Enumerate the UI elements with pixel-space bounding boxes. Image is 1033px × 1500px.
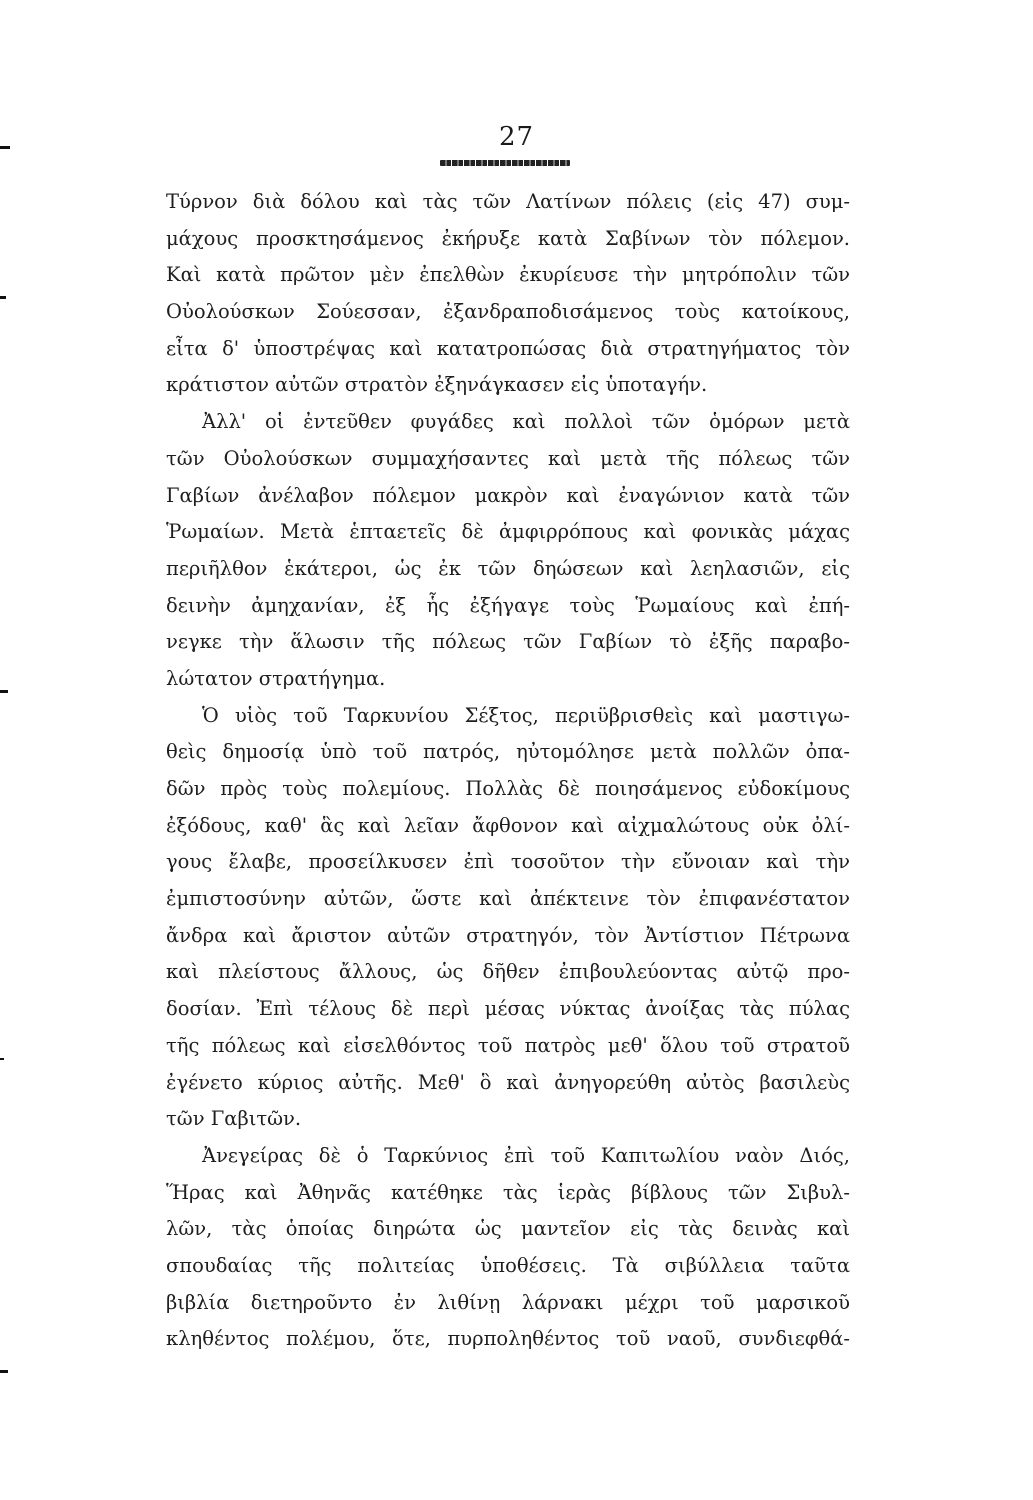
scan-edge-mark xyxy=(0,296,6,299)
text-line: λώτατον στρατήγημα. xyxy=(166,666,386,690)
text-line: τῶν Γαβιτῶν. xyxy=(166,1107,302,1131)
text-line: λῶν, τὰς ὁποίας διηρώτα ὡς μαντεῖον εἰς τὰς δεινὰς καὶ xyxy=(166,1217,850,1241)
text-line: περιῆλθον ἑκάτεροι, ὡς ἐκ τῶν δηώσεων καὶ λεηλασιῶν, εἰς xyxy=(166,556,850,580)
text-line: δῶν πρὸς τοὺς πολεμίους. Πολλὰς δὲ ποιησάμενος εὐδοκίμους xyxy=(166,777,850,800)
text-line: Γαβίων ἀνέλαβον πόλεμον μακρὸν καὶ ἐναγώνιον κατὰ τῶν xyxy=(166,483,850,507)
text-line: καὶ πλείστους ἄλλους, ὡς δῆθεν ἐπιβουλεύοντας αὐτῷ προ- xyxy=(166,960,850,984)
text-line: Τύρνον διὰ δόλου καὶ τὰς τῶν Λατίνων πόλεις (εἰς 47) συμ- xyxy=(166,190,850,213)
text-line: Ἥρας καὶ Ἀθηνᾶς κατέθηκε τὰς ἱερὰς βίβλους τῶν Σιβυλ- xyxy=(166,1180,850,1204)
scan-edge-mark xyxy=(0,1370,8,1373)
body-text xyxy=(166,184,850,1358)
text-line: Ἀνεγείρας δὲ ὁ Ταρκύνιος ἐπὶ τοῦ Καπιτωλίου ναὸν Διός, xyxy=(202,1143,850,1167)
text-line: τῶν Οὐολούσκων συμμαχήσαντες καὶ μετὰ τῆς πόλεως τῶν xyxy=(166,446,850,470)
text-line: ἐμπιστοσύνην αὐτῶν, ὥστε καὶ ἀπέκτεινε τὸν ἐπιφανέστατον xyxy=(166,887,850,911)
text-line: δοσίαν. Ἐπὶ τέλους δὲ περὶ μέσας νύκτας ἀνοίξας τὰς πύλας xyxy=(166,997,850,1021)
text-line: νεγκε τὴν ἅλωσιν τῆς πόλεως τῶν Γαβίων τὸ ἐξῆς παραβο- xyxy=(166,630,850,654)
text-line: γους ἔλαβε, προσείλκυσεν ἐπὶ τοσοῦτον τὴν εὔνοιαν καὶ τὴν xyxy=(166,850,850,874)
text-line: Ὁ υἱὸς τοῦ Ταρκυνίου Σέξτος, περιϋβρισθεὶς καὶ μαστιγω- xyxy=(202,703,850,727)
text-line: Οὐολούσκων Σούεσσαν, ἐξανδραποδισάμενος τοὺς κατοίκους, xyxy=(166,300,850,324)
text-line: τῆς πόλεως καὶ εἰσελθόντος τοῦ πατρὸς μεθ' ὅλου τοῦ στρατοῦ xyxy=(166,1033,850,1057)
page-number: 27 xyxy=(498,122,535,152)
text-line: κληθέντος πολέμου, ὅτε, πυρποληθέντος τοῦ ναοῦ, συνδιεφθά- xyxy=(166,1327,850,1351)
text-line: μάχους προσκτησάμενος ἐκήρυξε κατὰ Σαβίνων τὸν πόλεμον. xyxy=(166,226,850,250)
text-line: ἐξόδους, καθ' ἃς καὶ λεῖαν ἄφθονον καὶ αἰχμαλώτους οὐκ ὀλί- xyxy=(166,813,850,837)
text-line: θεὶς δημοσίᾳ ὑπὸ τοῦ πατρός, ηὐτομόλησε μετὰ πολλῶν ὀπα- xyxy=(166,740,850,764)
text-line: ἐγένετο κύριος αὐτῆς. Μεθ' ὃ καὶ ἀνηγορεύθη αὐτὸς βασιλεὺς xyxy=(166,1070,850,1094)
scan-edge-mark xyxy=(0,1058,4,1060)
text-line: κράτιστον αὐτῶν στρατὸν ἐξηνάγκασεν εἰς ὑποταγήν. xyxy=(166,373,708,397)
text-line: Ἀλλ' οἱ ἐντεῦθεν φυγάδες καὶ πολλοὶ τῶν ὁμόρων μετὰ xyxy=(202,410,850,434)
text-line: Ῥωμαίων. Μετὰ ἑπταετεῖς δὲ ἀμφιρρόπους καὶ φονικὰς μάχας xyxy=(166,520,850,544)
text-line: Καὶ κατὰ πρῶτον μὲν ἐπελθὼν ἐκυρίευσε τὴν μητρόπολιν τῶν xyxy=(166,263,850,287)
text-line: σπουδαίας τῆς πολιτείας ὑποθέσεις. Τὰ σιβύλλεια ταῦτα xyxy=(166,1253,850,1277)
text-line: βιβλία διετηροῦντο ἐν λιθίνῃ λάρνακι μέχρι τοῦ μαρσικοῦ xyxy=(166,1290,850,1314)
scan-edge-mark xyxy=(0,690,8,693)
header-rule-ornament xyxy=(440,160,570,166)
text-line: εἶτα δ' ὑποστρέψας καὶ κατατροπώσας διὰ στρατηγήματος τὸν xyxy=(166,336,850,360)
text-line: ἄνδρα καὶ ἄριστον αὐτῶν στρατηγόν, τὸν Ἀντίστιον Πέτρωνα xyxy=(166,923,850,947)
text-line: δεινὴν ἀμηχανίαν, ἐξ ἧς ἐξήγαγε τοὺς Ῥωμαίους καὶ ἐπή- xyxy=(166,593,850,617)
